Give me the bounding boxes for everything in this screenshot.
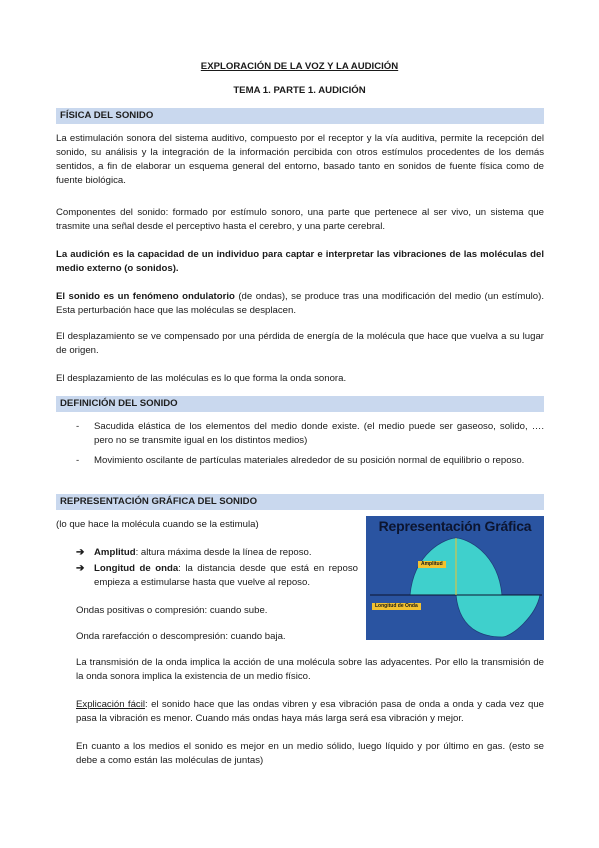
section-header-definicion: DEFINICIÓN DEL SONIDO — [56, 396, 544, 412]
amplitud-item — [94, 546, 362, 560]
facil-text: : el sonido hace que las ondas vibren y esa vibración pasa de onda a onda y cada vez que pasa la vibración es menor. Cuando más ondas haya más larga será esa vibración y mejor. — [76, 699, 544, 724]
representacion-intro: (lo que hace la molécula cuando se la estimula) — [56, 519, 259, 530]
figure-wavelength-label: Longitud de Onda — [372, 603, 421, 610]
paragraph-explicacion-facil — [76, 698, 544, 726]
paragraph-onda-sonora: El desplazamiento de las moléculas es lo que forma la onda sonora. — [56, 373, 347, 384]
document-title — [0, 60, 599, 74]
ondas-positivas: Ondas positivas o compresión: cuando sube. — [76, 605, 268, 616]
wave-figure — [366, 516, 544, 640]
definition-item-2: Movimiento oscilante de partículas materiales alrededor de su posición normal de equilibrio o reposo. — [94, 455, 525, 466]
fenomeno-bold: El sonido es un fenómeno ondulatorio — [56, 291, 235, 302]
figure-title: Representación Gráfica — [378, 518, 532, 534]
longitud-text: : la distancia desde que está en reposo empieza a estimularse hasta que vuelve al reposo. — [94, 563, 358, 588]
paragraph-audicion: La audición es la capacidad de un individuo para captar e interpretar las vibraciones de las moléculas del medio externo (o sonidos). — [56, 249, 544, 274]
title-text: EXPLORACIÓN DE LA VOZ Y LA AUDICIÓN — [200, 61, 399, 72]
amplitud-text: : altura máxima desde la línea de reposo. — [135, 547, 312, 558]
arrow-bullet-icon: ➔ — [76, 563, 85, 574]
sine-wave-graphic — [366, 516, 544, 640]
definition-item-1: Sacudida elástica de los elementos del medio donde existe. (el medio puede ser gaseoso, solido, …. pero no se transmite igual en los distintos medios) — [94, 421, 544, 446]
list-dash: - — [76, 421, 80, 432]
fenomeno-rest: (de ondas), se produce tras una modificación del medio (un estímulo). Esta perturbación hace que las moléculas se desplacen. — [56, 291, 544, 316]
arrow-bullet-icon: ➔ — [76, 547, 85, 558]
paragraph-fenomeno — [56, 290, 544, 318]
longitud-label: Longitud de onda — [94, 563, 179, 574]
list-dash: - — [76, 455, 80, 466]
amplitud-label: Amplitud — [94, 547, 136, 558]
paragraph-estimulacion: La estimulación sonora del sistema auditivo, compuesto por el receptor y la vía auditiva, permite la recepción del sonido, su análisis y la integración de la información percibida con otros estímulos procedentes de los demás sentidos, a fin de elaborar un esquema general del entorno, basado tanto en sonidos de fuente física como de fuente biológica. — [56, 133, 544, 186]
section-header-fisica: FÍSICA DEL SONIDO — [56, 108, 544, 124]
negative-half-wave — [456, 595, 540, 637]
figure-amplitude-label: Amplitud — [418, 561, 446, 568]
document-subtitle: TEMA 1. PARTE 1. AUDICIÓN — [233, 85, 366, 96]
paragraph-medios: En cuanto a los medios el sonido es mejor en un medio sólido, luego líquido y por último en gas. (esto se debe a como están las moléculas de juntas) — [76, 741, 544, 766]
facil-label: Explicación fácil — [76, 699, 145, 710]
paragraph-componentes: Componentes del sonido: formado por estímulo sonoro, una parte que pertenece al ser vivo, un sistema que trasmite una señal desde el perceptivo hasta el cerebro, y una parte cerebral. — [56, 207, 544, 232]
paragraph-transmision: La transmisión de la onda implica la acción de una molécula sobre las adyacentes. Por ello la transmisión de la onda sonora implica la existencia de un medio físico. — [76, 657, 544, 682]
paragraph-desplazamiento: El desplazamiento se ve compensado por una pérdida de energía de la molécula que hace que vuelva a su lugar de origen. — [56, 331, 544, 356]
onda-rarefaccion: Onda rarefacción o descompresión: cuando baja. — [76, 631, 286, 642]
section-header-representacion: REPRESENTACIÓN GRÁFICA DEL SONIDO — [56, 494, 544, 510]
longitud-item — [94, 562, 358, 590]
